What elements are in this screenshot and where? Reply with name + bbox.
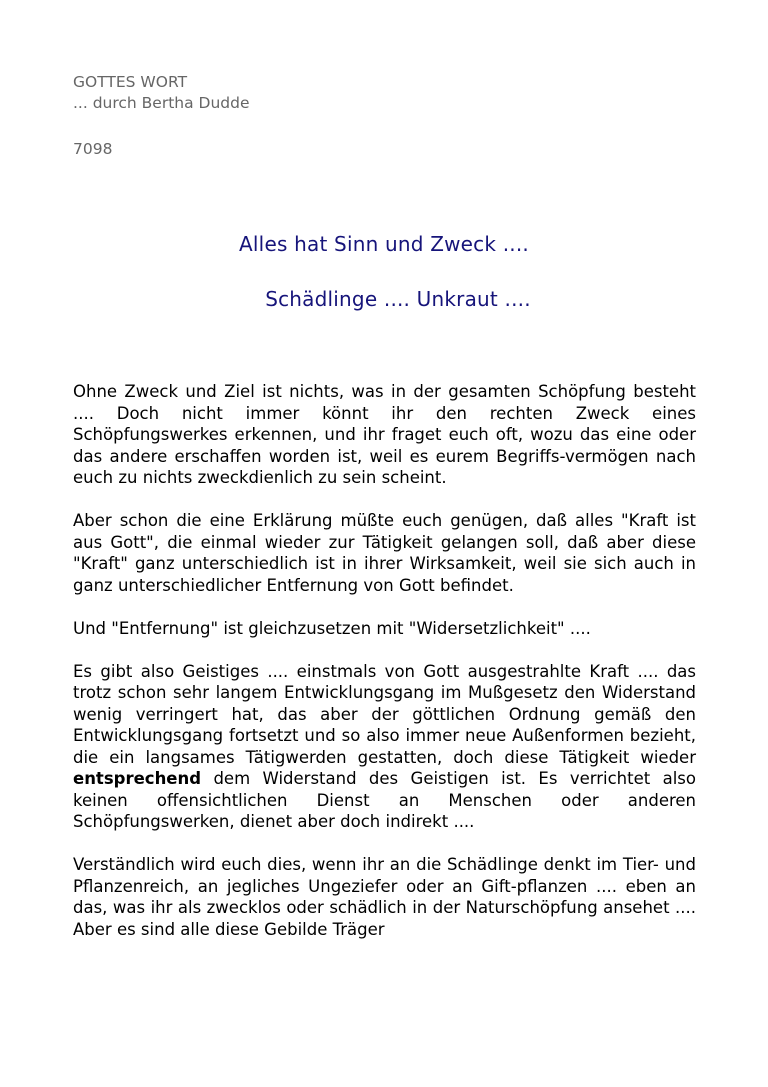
paragraph-4 xyxy=(73,661,696,833)
page-title: Alles hat Sinn und Zweck .... xyxy=(239,232,529,256)
paragraph-4-end: dem Widerstand des Geistigen ist. Es verrichtet also keinen offensichtlichen Dienst an Menschen oder anderen Schöpfungswerken, dienet aber doch indirekt .... xyxy=(73,769,696,831)
emphasized-word: entsprechend xyxy=(73,769,202,788)
paragraph-3: Und "Entfernung" ist gleichzusetzen mit "Widersetzlichkeit" .... xyxy=(73,618,591,638)
document-body xyxy=(73,381,696,962)
document-header xyxy=(73,72,250,160)
author-line: ... durch Bertha Dudde xyxy=(73,94,250,112)
paragraph-1: Ohne Zweck und Ziel ist nichts, was in der gesamten Schöpfung besteht .... Doch nicht immer könnt ihr den rechten Zweck eines Schöpfungswerkes erkennen, und ihr fraget euch oft, wozu das eine oder das andere erschaffen worden ist, weil es eurem Begriffs-vermögen nach euch zu nichts zweckdienlich zu sein scheint. xyxy=(73,382,696,487)
page-subtitle: Schädlinge .... Unkraut .... xyxy=(265,287,531,311)
document-number: 7098 xyxy=(73,140,113,158)
paragraph-5: Verständlich wird euch dies, wenn ihr an die Schädlinge denkt im Tier- und Pflanzenreich, an jegliches Ungeziefer oder an Gift-pflanzen .... eben an das, was ihr als zwecklos oder schädlich in der Naturschöpfung ansehet .... Aber es sind alle diese Gebilde Träger xyxy=(73,855,696,939)
paragraph-2: Aber schon die eine Erklärung müßte euch genügen, daß alles "Kraft ist aus Gott", die einmal wieder zur Tätigkeit gelangen soll, daß aber diese "Kraft" ganz unterschiedlich ist in ihrer Wirksamkeit, weil sie sich auch in ganz unterschiedlicher Entfernung von Gott befindet. xyxy=(73,511,696,595)
series-title: GOTTES WORT xyxy=(73,73,188,91)
paragraph-4-start: Es gibt also Geistiges .... einstmals von Gott ausgestrahlte Kraft .... das trotz schon sehr langem Entwicklungsgang im Mußgesetz den Widerstand wenig verringert hat, das aber der göttlichen Ordnung gemäß den Entwicklungsgang fortsetzt und so also immer neue Außenformen bezieht, die ein langsames Tätigwerden gestatten, doch diese Tätigkeit wieder xyxy=(73,661,696,767)
